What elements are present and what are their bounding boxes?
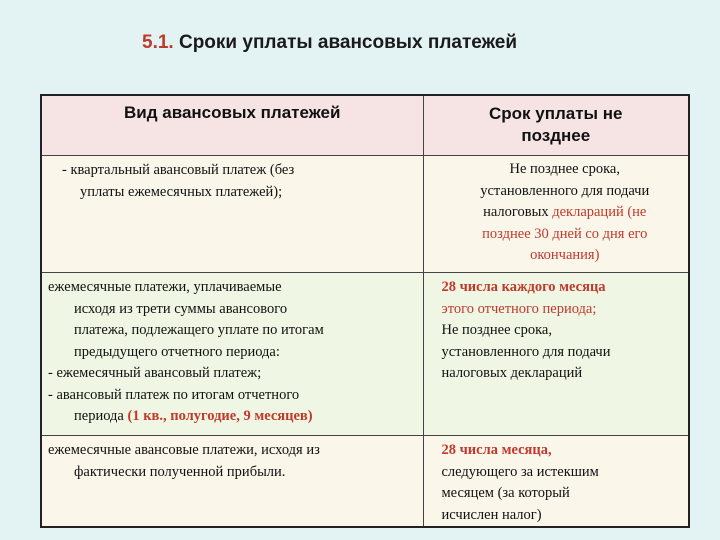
row1-right-red-text: деклараций (не [552, 204, 647, 220]
row2-left-line [48, 406, 423, 428]
row1-right-text: налоговых [483, 204, 553, 220]
row2-left-line: предыдущего отчетного периода: [74, 343, 280, 360]
header-deadline-line1: Срок уплаты не [488, 104, 623, 123]
header-payment-type: Вид авансовых платежей [41, 95, 423, 156]
row2-right-line: установленного для подачи [441, 343, 611, 360]
header-deadline [423, 95, 689, 156]
row1-right-line [442, 202, 689, 224]
row2-deadline-cell [423, 273, 689, 436]
row3-type-cell [41, 436, 423, 528]
row3-right-line: исчислен налог) [441, 506, 542, 523]
row1-right-red-line: окончания) [530, 247, 600, 263]
row3-right-red-line: 28 числа месяца, [441, 442, 552, 458]
row1-right-line: Не позднее срока, [509, 161, 620, 177]
header-deadline-line2: позднее [521, 126, 591, 145]
row2-left-line: - ежемесячный авансовый платеж; [48, 365, 262, 381]
row2-right-line: Не позднее срока, [441, 322, 552, 338]
title-text: Сроки уплаты авансовых платежей [178, 32, 518, 53]
table-row [41, 273, 689, 436]
row3-deadline-cell [423, 436, 689, 528]
row2-left-line: ежемесячные платежи, уплачиваемые [48, 279, 282, 295]
row3-right-line: месяцем (за который [441, 485, 570, 501]
page-title [142, 32, 517, 54]
row2-left-line: - авансовый платеж по итогам отчетного [48, 386, 300, 403]
table-row [41, 156, 689, 273]
row3-left-line: ежемесячные авансовые платежи, исходя из [48, 442, 320, 458]
row1-right-line: установленного для подачи [480, 182, 650, 199]
row2-right-red-line: 28 числа каждого месяца [441, 279, 606, 295]
row3-left-line: фактически полученной прибыли. [74, 463, 286, 480]
row2-left-red-text: (1 кв., полугодие, 9 месяцев) [127, 408, 313, 424]
table-row [41, 436, 689, 528]
row2-right-red-line: этого отчетного периода; [441, 300, 597, 317]
row1-left-line: - квартальный авансовый платеж (без [62, 162, 295, 178]
title-number: 5.1. [142, 32, 174, 53]
table-header-row [41, 95, 689, 156]
row2-left-line: платежа, подлежащего уплате по итогам [74, 322, 324, 338]
row1-deadline-cell [423, 156, 689, 273]
row2-left-line: исходя из трети суммы авансового [74, 300, 288, 317]
row2-left-text: периода [74, 408, 128, 424]
row3-right-line: следующего за истекшим [441, 463, 599, 480]
row2-type-cell [41, 273, 423, 436]
row1-left-line: уплаты ежемесячных платежей); [80, 183, 283, 200]
row1-type-cell [41, 156, 423, 273]
row2-right-line: налоговых деклараций [441, 365, 583, 381]
payments-table [40, 94, 690, 528]
row1-right-red-line: позднее 30 дней со дня его [482, 225, 648, 242]
